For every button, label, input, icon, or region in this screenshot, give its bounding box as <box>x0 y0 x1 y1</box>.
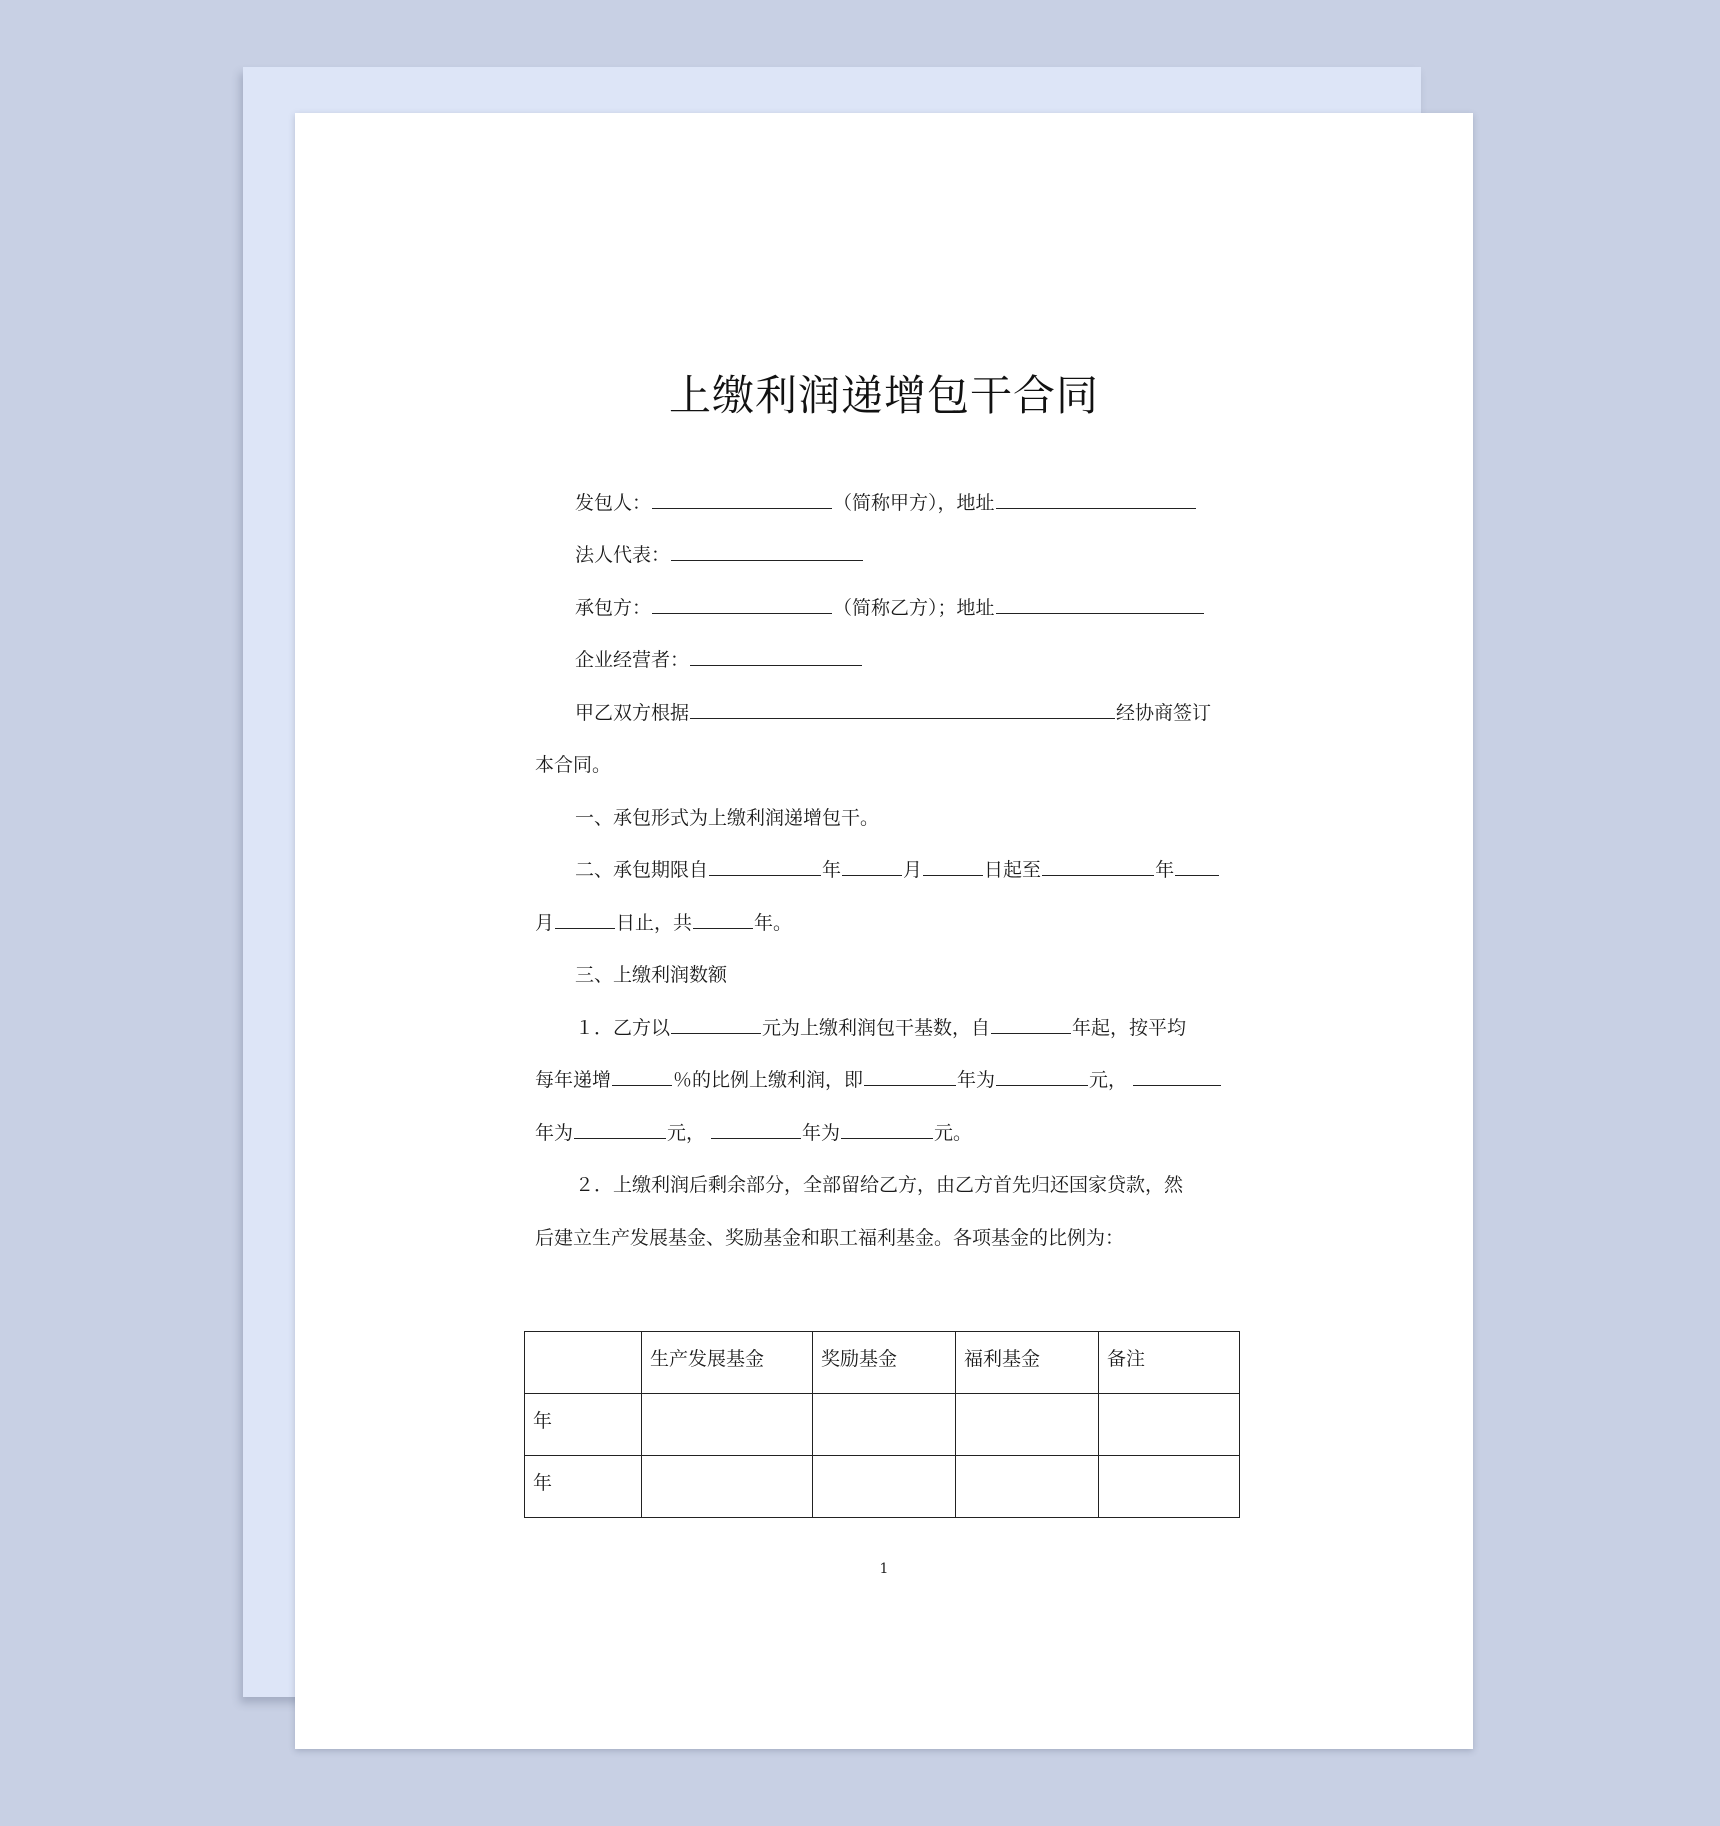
line-legal-rep <box>575 541 1275 569</box>
label-text: 年 <box>1155 859 1175 881</box>
label-text: 发包人： <box>575 492 652 514</box>
label-text: 月 <box>535 912 555 934</box>
label-text: ２．上缴利润后剩余部分，全部留给乙方，由乙方首先归还国家贷款，然 <box>575 1174 1184 1196</box>
label-text: 经协商签订 <box>1116 702 1212 724</box>
line-operator <box>575 646 1275 674</box>
label-text: 后建立生产发展基金、奖励基金和职工福利基金。各项基金的比例为： <box>535 1227 1125 1249</box>
label-text: 日止，共 <box>616 912 693 934</box>
label-text: 年为 <box>957 1069 996 1091</box>
label-text: １．乙方以 <box>575 1017 671 1039</box>
fill-blank <box>864 1067 956 1086</box>
table-cell <box>956 1456 1099 1518</box>
table-cell: 年 <box>525 1394 642 1456</box>
clause-1 <box>575 804 1275 832</box>
table-header-cell: 备注 <box>1099 1332 1240 1394</box>
table-header-cell: 生产发展基金 <box>642 1332 813 1394</box>
label-text: 甲乙双方根据 <box>575 702 690 724</box>
fill-blank <box>652 595 832 614</box>
table-cell <box>813 1456 956 1518</box>
label-text: 三、上缴利润数额 <box>575 964 728 986</box>
table-cell <box>642 1456 813 1518</box>
fill-blank <box>693 910 753 929</box>
label-text: 每年递增 <box>535 1069 612 1091</box>
line-contractor <box>575 489 1275 517</box>
fill-blank <box>711 1120 801 1139</box>
label-text: 元为上缴利润包干基数，自 <box>762 1017 991 1039</box>
label-text: 法人代表： <box>575 544 671 566</box>
table-cell <box>1099 1456 1240 1518</box>
fill-blank <box>996 595 1204 614</box>
fill-blank <box>709 857 821 876</box>
fill-blank <box>842 857 902 876</box>
label-text: 年为 <box>535 1122 574 1144</box>
label-text: 年 <box>822 859 842 881</box>
label-text: 元， <box>667 1122 706 1144</box>
line-contractee <box>575 594 1275 622</box>
fill-blank <box>1133 1067 1221 1086</box>
document-title: 上缴利润递增包干合同 <box>668 371 1099 420</box>
clause-3-1 <box>575 1014 1275 1042</box>
label-text: ％的比例上缴利润，即 <box>673 1069 864 1091</box>
table-cell <box>642 1394 813 1456</box>
clause-3-1-cont <box>535 1066 1235 1094</box>
label-text: 年。 <box>754 912 793 934</box>
line-basis <box>575 699 1275 727</box>
fill-blank <box>690 647 862 666</box>
fill-blank <box>996 1067 1088 1086</box>
label-text: 承包方： <box>575 597 652 619</box>
fill-blank <box>991 1015 1071 1034</box>
fill-blank <box>612 1067 672 1086</box>
fill-blank <box>1175 857 1219 876</box>
fill-blank <box>555 910 615 929</box>
table-header-row <box>525 1332 1240 1394</box>
fill-blank <box>690 700 1115 719</box>
label-text: 年起，按平均 <box>1072 1017 1187 1039</box>
label-text: 年为 <box>802 1122 841 1144</box>
clause-2-cont <box>535 909 1235 937</box>
fill-blank <box>996 490 1196 509</box>
table-cell <box>813 1394 956 1456</box>
table-cell <box>1099 1394 1240 1456</box>
fill-blank <box>671 542 863 561</box>
clause-3-2 <box>575 1171 1275 1199</box>
label-text: 元， <box>1089 1069 1128 1091</box>
table-header-cell: 福利基金 <box>956 1332 1099 1394</box>
table-header-cell: 奖励基金 <box>813 1332 956 1394</box>
label-text: 元。 <box>934 1122 973 1144</box>
fill-blank <box>841 1120 933 1139</box>
fund-ratio-table <box>524 1331 1240 1518</box>
table-row <box>525 1456 1240 1518</box>
fill-blank <box>671 1015 761 1034</box>
label-text: （简称乙方）；地址 <box>833 597 995 619</box>
label-text: 日起至 <box>984 859 1042 881</box>
table-cell: 年 <box>525 1456 642 1518</box>
label-text: 月 <box>903 859 923 881</box>
fill-blank <box>574 1120 666 1139</box>
fill-blank <box>1042 857 1154 876</box>
label-text: 本合同。 <box>535 754 612 776</box>
table-cell <box>956 1394 1099 1456</box>
label-text: 企业经营者： <box>575 649 690 671</box>
label-text: （简称甲方），地址 <box>833 492 995 514</box>
document-page <box>295 113 1473 1749</box>
fill-blank <box>923 857 983 876</box>
clause-3 <box>575 961 1275 989</box>
line-contract <box>535 751 1235 779</box>
label-text: 一、承包形式为上缴利润递增包干。 <box>575 807 880 829</box>
fill-blank <box>652 490 832 509</box>
table-row <box>525 1394 1240 1456</box>
label-text: 二、承包期限自 <box>575 859 709 881</box>
page-number: 1 <box>879 1561 889 1577</box>
clause-3-2-cont <box>535 1224 1235 1252</box>
clause-2 <box>575 856 1275 884</box>
clause-3-1-cont2 <box>535 1119 1235 1147</box>
table-header-cell <box>525 1332 642 1394</box>
